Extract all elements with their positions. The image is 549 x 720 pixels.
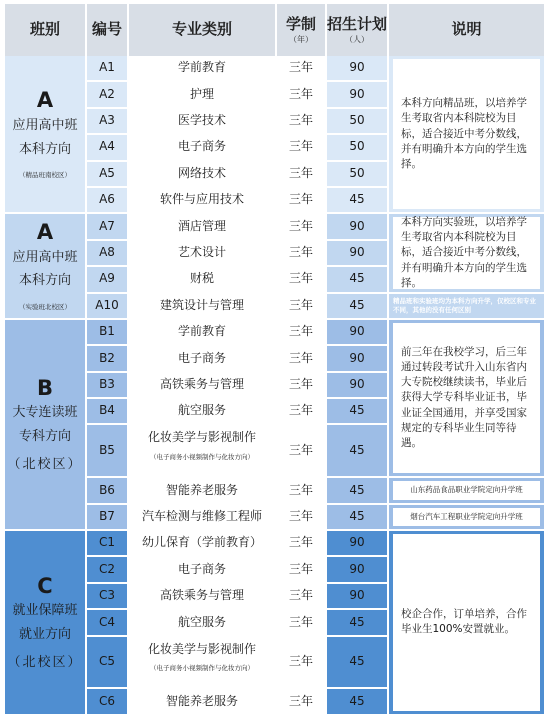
- row-plan: 90: [349, 588, 365, 603]
- row-years-cell: [277, 610, 327, 636]
- class-direction: 本科方向: [18, 273, 71, 289]
- row-major-cell: [129, 531, 277, 557]
- row-code: C6: [98, 693, 115, 708]
- major-box: [129, 241, 275, 265]
- major-box: [129, 294, 275, 318]
- row-major: 电子商务: [177, 350, 226, 365]
- row-major-cell: [129, 135, 277, 161]
- row-plan: 45: [349, 614, 365, 629]
- class-name: 大专连读班: [12, 405, 78, 421]
- row-code: B5: [99, 442, 115, 457]
- row-code-cell: [87, 425, 129, 478]
- years-box: [277, 505, 325, 529]
- row-major: 学前教育: [177, 324, 226, 339]
- row-code: B1: [99, 324, 115, 339]
- row-code: A1: [99, 60, 115, 75]
- row-major: 电子商务: [177, 139, 226, 154]
- row-years: 三年: [288, 614, 313, 629]
- years-box: [277, 135, 325, 159]
- major-box: [129, 689, 275, 713]
- row-code: B2: [99, 350, 115, 365]
- years-box: [277, 320, 325, 344]
- major-box: [129, 214, 275, 238]
- major-box: [129, 584, 275, 608]
- row-major-cell: [129, 267, 277, 293]
- row-major: 幼儿保育（学前教育）: [141, 535, 262, 550]
- row-plan: 45: [349, 271, 365, 286]
- years-box: [277, 425, 325, 476]
- row-years-cell: [277, 109, 327, 135]
- major-box: [129, 478, 275, 502]
- row-major-cell: [129, 56, 277, 82]
- row-plan-cell: [327, 637, 389, 690]
- row-code: A6: [99, 192, 115, 207]
- years-box: [277, 214, 325, 238]
- class-campus: （精品班南校区）: [19, 171, 71, 180]
- header-major-label: 专业类别: [171, 20, 232, 39]
- row-major: 建筑设计与管理: [159, 297, 244, 312]
- row-major-cell: [129, 162, 277, 188]
- row-plan-cell: [327, 109, 389, 135]
- row-plan: 90: [349, 218, 365, 233]
- years-box: [277, 584, 325, 608]
- years-box: [277, 162, 325, 186]
- row-major-cell: [129, 478, 277, 504]
- row-years-cell: [277, 82, 327, 108]
- row-code: C5: [98, 654, 115, 669]
- header-years-label: 学制: [285, 15, 316, 34]
- row-plan: 90: [349, 324, 365, 339]
- years-box: [277, 82, 325, 106]
- row-major: 航空服务: [177, 403, 226, 418]
- row-code-cell: [87, 505, 129, 531]
- row-code-cell: [87, 610, 129, 636]
- years-box: [277, 241, 325, 265]
- row-code-cell: [87, 267, 129, 293]
- row-major: 酒店管理: [177, 218, 226, 233]
- row-code-cell: [87, 294, 129, 320]
- row-major: 护理: [189, 86, 214, 101]
- row-years: 三年: [288, 693, 313, 708]
- row-years: 三年: [288, 139, 313, 154]
- row-years-cell: [277, 267, 327, 293]
- row-major: 电子商务: [177, 561, 226, 576]
- row-major-cell: [129, 637, 277, 690]
- row-code: B4: [99, 403, 115, 418]
- row-code-cell: [87, 584, 129, 610]
- row-code: C4: [98, 614, 115, 629]
- major-box: [129, 188, 275, 212]
- row-major: 高铁乘务与管理: [159, 376, 244, 391]
- row-code-cell: [87, 109, 129, 135]
- header-plan-unit: （人）: [345, 34, 369, 44]
- row-plan: 45: [349, 442, 365, 457]
- row-major-cell: [129, 214, 277, 240]
- row-code: A9: [99, 271, 115, 286]
- note-group-b: [389, 320, 544, 478]
- row-code-cell: [87, 135, 129, 161]
- row-years-cell: [277, 294, 327, 320]
- row-plan-cell: [327, 320, 389, 346]
- row-plan-cell: [327, 56, 389, 82]
- row-code-cell: [87, 531, 129, 557]
- major-box: [129, 267, 275, 291]
- years-box: [277, 109, 325, 133]
- row-years: 三年: [288, 442, 313, 457]
- years-box: [277, 294, 325, 318]
- row-years-cell: [277, 399, 327, 425]
- row-plan: 50: [349, 113, 365, 128]
- row-code: A3: [99, 113, 115, 128]
- row-years: 三年: [288, 324, 313, 339]
- row-plan-cell: [327, 162, 389, 188]
- major-box: [129, 531, 275, 555]
- row-plan-cell: [327, 267, 389, 293]
- row-major-cell: [129, 425, 277, 478]
- header-note-label: 说明: [451, 20, 482, 39]
- major-box: [129, 162, 275, 186]
- row-plan: 90: [349, 86, 365, 101]
- row-years: 三年: [288, 376, 313, 391]
- row-plan: 90: [349, 376, 365, 391]
- row-code-cell: [87, 557, 129, 583]
- row-plan-cell: [327, 135, 389, 161]
- class-campus: （北校区）: [7, 457, 83, 472]
- row-major: 软件与应用技术: [159, 192, 244, 207]
- row-major-cell: [129, 399, 277, 425]
- row-code: A10: [95, 297, 119, 312]
- row-plan: 45: [349, 297, 365, 312]
- row-years: 三年: [288, 218, 313, 233]
- row-code: A2: [99, 86, 115, 101]
- row-plan: 45: [349, 192, 365, 207]
- note-text: 山东药品食品职业学院定向升学班: [393, 481, 540, 499]
- row-major: 化妆美学与影视制作: [147, 641, 256, 656]
- row-years-cell: [277, 637, 327, 690]
- note-text: 烟台汽车工程职业学院定向升学班: [393, 508, 540, 526]
- row-major: 智能养老服务: [165, 482, 238, 497]
- row-plan-cell: [327, 399, 389, 425]
- header-plan-label: 招生计划: [327, 15, 388, 34]
- row-code-cell: [87, 637, 129, 690]
- row-years: 三年: [288, 60, 313, 75]
- row-years: 三年: [288, 588, 313, 603]
- major-box: [129, 505, 275, 529]
- major-box: [129, 557, 275, 581]
- major-box: [129, 373, 275, 397]
- row-years: 三年: [288, 86, 313, 101]
- row-major: 财税: [189, 271, 214, 286]
- row-plan: 45: [349, 508, 365, 523]
- row-major-cell: [129, 689, 277, 715]
- row-code-cell: [87, 346, 129, 372]
- class-name: 应用高中班: [12, 249, 78, 265]
- row-years: 三年: [288, 654, 313, 669]
- row-code: A5: [99, 165, 115, 180]
- row-major-cell: [129, 346, 277, 372]
- row-plan-cell: [327, 425, 389, 478]
- row-years-cell: [277, 584, 327, 610]
- row-major-cell: [129, 373, 277, 399]
- row-plan-cell: [327, 584, 389, 610]
- row-code-cell: [87, 82, 129, 108]
- row-code: B3: [99, 376, 115, 391]
- row-plan-cell: [327, 188, 389, 214]
- row-years-cell: [277, 425, 327, 478]
- row-plan: 90: [349, 350, 365, 365]
- row-plan-cell: [327, 610, 389, 636]
- years-box: [277, 689, 325, 713]
- row-code: A8: [99, 245, 115, 260]
- years-box: [277, 531, 325, 555]
- row-plan-cell: [327, 346, 389, 372]
- years-box: [277, 56, 325, 80]
- row-major-cell: [129, 82, 277, 108]
- class-name: 应用高中班: [12, 117, 78, 133]
- class-direction: 就业方向: [18, 627, 71, 642]
- class-group-a-experimental: [5, 214, 87, 320]
- header-years-unit: （年）: [289, 34, 313, 44]
- row-major: 化妆美学与影视制作: [147, 430, 256, 445]
- header-note: [389, 4, 544, 56]
- row-major-cell: [129, 557, 277, 583]
- row-major-cell: [129, 584, 277, 610]
- note-group-a-shared: [389, 294, 544, 320]
- row-major-cell: [129, 188, 277, 214]
- row-code-cell: [87, 162, 129, 188]
- note-group-a-experimental: [389, 214, 544, 293]
- row-major: 汽车检测与维修工程师: [141, 508, 262, 523]
- row-plan: 90: [349, 561, 365, 576]
- row-code: C3: [98, 588, 115, 603]
- row-major-cell: [129, 109, 277, 135]
- row-code-cell: [87, 373, 129, 399]
- header-years: [277, 4, 327, 56]
- major-box: [129, 82, 275, 106]
- years-box: [277, 637, 325, 688]
- row-plan: 45: [349, 482, 365, 497]
- row-code-cell: [87, 188, 129, 214]
- note-text: 精品班和实验班均为本科方向升学，仅校区和专业不同，其他的没有任何区别: [393, 296, 536, 314]
- row-major: 航空服务: [177, 614, 226, 629]
- class-group-c: [5, 531, 87, 716]
- enrollment-table: [5, 4, 544, 716]
- row-years-cell: [277, 557, 327, 583]
- row-years-cell: [277, 689, 327, 715]
- years-box: [277, 478, 325, 502]
- row-years: 三年: [288, 192, 313, 207]
- row-plan-cell: [327, 214, 389, 240]
- row-code-cell: [87, 56, 129, 82]
- row-years: 三年: [288, 245, 313, 260]
- row-code-cell: [87, 689, 129, 715]
- years-box: [277, 267, 325, 291]
- years-box: [277, 557, 325, 581]
- row-years: 三年: [288, 350, 313, 365]
- note-group-c: [389, 531, 544, 716]
- row-years-cell: [277, 241, 327, 267]
- header-class: [5, 4, 87, 56]
- row-major-cell: [129, 320, 277, 346]
- row-plan: 90: [349, 60, 365, 75]
- note-group-a-premium: [389, 56, 544, 214]
- note-b7: [389, 505, 544, 531]
- row-plan: 50: [349, 139, 365, 154]
- row-code: A4: [99, 139, 115, 154]
- row-major-cell: [129, 610, 277, 636]
- row-years-cell: [277, 478, 327, 504]
- row-plan-cell: [327, 241, 389, 267]
- row-years: 三年: [288, 482, 313, 497]
- row-major: 高铁乘务与管理: [159, 588, 244, 603]
- header-class-label: 班别: [29, 20, 60, 39]
- class-group-b: [5, 320, 87, 531]
- row-plan-cell: [327, 689, 389, 715]
- header-code-label: 编号: [91, 20, 122, 39]
- row-code-cell: [87, 241, 129, 267]
- row-years-cell: [277, 531, 327, 557]
- row-plan: 50: [349, 165, 365, 180]
- note-text: 本科方向精品班，以培养学生考取省内本科院校为目标，适合接近中考分数线，并有明确升本方向的学生选择。: [393, 59, 540, 209]
- row-code-cell: [87, 320, 129, 346]
- row-plan-cell: [327, 373, 389, 399]
- row-major-sub: （电子商务小视频制作与化妆方向）: [150, 453, 254, 462]
- row-plan: 45: [349, 403, 365, 418]
- row-code: C2: [98, 561, 115, 576]
- row-code: B7: [99, 508, 115, 523]
- row-years-cell: [277, 214, 327, 240]
- header-major: [129, 4, 277, 56]
- major-box: [129, 135, 275, 159]
- major-box: [129, 56, 275, 80]
- class-campus: （实验班北校区）: [19, 303, 71, 312]
- major-box: [129, 399, 275, 423]
- major-box: [129, 610, 275, 634]
- row-major: 艺术设计: [177, 245, 226, 260]
- row-years-cell: [277, 188, 327, 214]
- major-box: [129, 425, 275, 476]
- row-plan-cell: [327, 82, 389, 108]
- major-box: [129, 346, 275, 370]
- row-code-cell: [87, 478, 129, 504]
- note-text: 校企合作，订单培养，合作毕业生100%安置就业。: [393, 534, 540, 711]
- major-box: [129, 637, 275, 688]
- row-plan-cell: [327, 531, 389, 557]
- row-years-cell: [277, 135, 327, 161]
- row-years: 三年: [288, 271, 313, 286]
- class-letter: B: [36, 375, 53, 400]
- note-text: 本科方向实验班，以培养学生考取省内本科院校为目标，适合接近中考分数线，并有明确升本方向的学生选择。: [393, 217, 540, 288]
- years-box: [277, 188, 325, 212]
- class-direction: 本科方向: [18, 141, 71, 157]
- row-major-cell: [129, 505, 277, 531]
- row-major: 智能养老服务: [165, 693, 238, 708]
- class-letter: A: [36, 220, 54, 245]
- row-years-cell: [277, 320, 327, 346]
- years-box: [277, 373, 325, 397]
- row-years-cell: [277, 373, 327, 399]
- row-plan-cell: [327, 294, 389, 320]
- row-years-cell: [277, 56, 327, 82]
- row-years-cell: [277, 162, 327, 188]
- row-major-sub: （电子商务小视频制作与化妆方向）: [150, 664, 254, 673]
- row-major-cell: [129, 294, 277, 320]
- row-years: 三年: [288, 561, 313, 576]
- header-plan: [327, 4, 389, 56]
- row-years: 三年: [288, 508, 313, 523]
- row-code-cell: [87, 399, 129, 425]
- row-plan: 45: [349, 654, 365, 669]
- row-years: 三年: [288, 535, 313, 550]
- row-years: 三年: [288, 113, 313, 128]
- header-code: [87, 4, 129, 56]
- row-plan: 90: [349, 535, 365, 550]
- row-major-cell: [129, 241, 277, 267]
- class-direction: 专科方向: [18, 429, 71, 445]
- row-major: 网络技术: [177, 165, 226, 180]
- row-years-cell: [277, 346, 327, 372]
- note-text: 前三年在我校学习，后三年通过转段考试升入山东省内大专院校继续读书，毕业后获得大学专科毕业证书，毕业证全国通用，并享受国家规定的专科毕业生同等待遇。: [393, 323, 540, 473]
- note-b6: [389, 478, 544, 504]
- class-group-a-premium: [5, 56, 87, 214]
- row-code: A7: [99, 218, 115, 233]
- years-box: [277, 399, 325, 423]
- class-letter: C: [37, 573, 53, 598]
- class-name: 就业保障班: [12, 603, 78, 619]
- row-plan-cell: [327, 557, 389, 583]
- row-plan-cell: [327, 505, 389, 531]
- row-major: 医学技术: [177, 113, 226, 128]
- row-plan: 90: [349, 245, 365, 260]
- years-box: [277, 610, 325, 634]
- row-years: 三年: [288, 165, 313, 180]
- row-major: 学前教育: [177, 60, 226, 75]
- row-years: 三年: [288, 403, 313, 418]
- row-years-cell: [277, 505, 327, 531]
- row-code: B6: [99, 482, 115, 497]
- row-code-cell: [87, 214, 129, 240]
- row-plan: 45: [349, 693, 365, 708]
- row-plan-cell: [327, 478, 389, 504]
- row-code: C1: [98, 535, 115, 550]
- years-box: [277, 346, 325, 370]
- major-box: [129, 320, 275, 344]
- row-years: 三年: [288, 297, 313, 312]
- class-campus: （北校区）: [7, 654, 83, 670]
- major-box: [129, 109, 275, 133]
- class-letter: A: [36, 88, 54, 113]
